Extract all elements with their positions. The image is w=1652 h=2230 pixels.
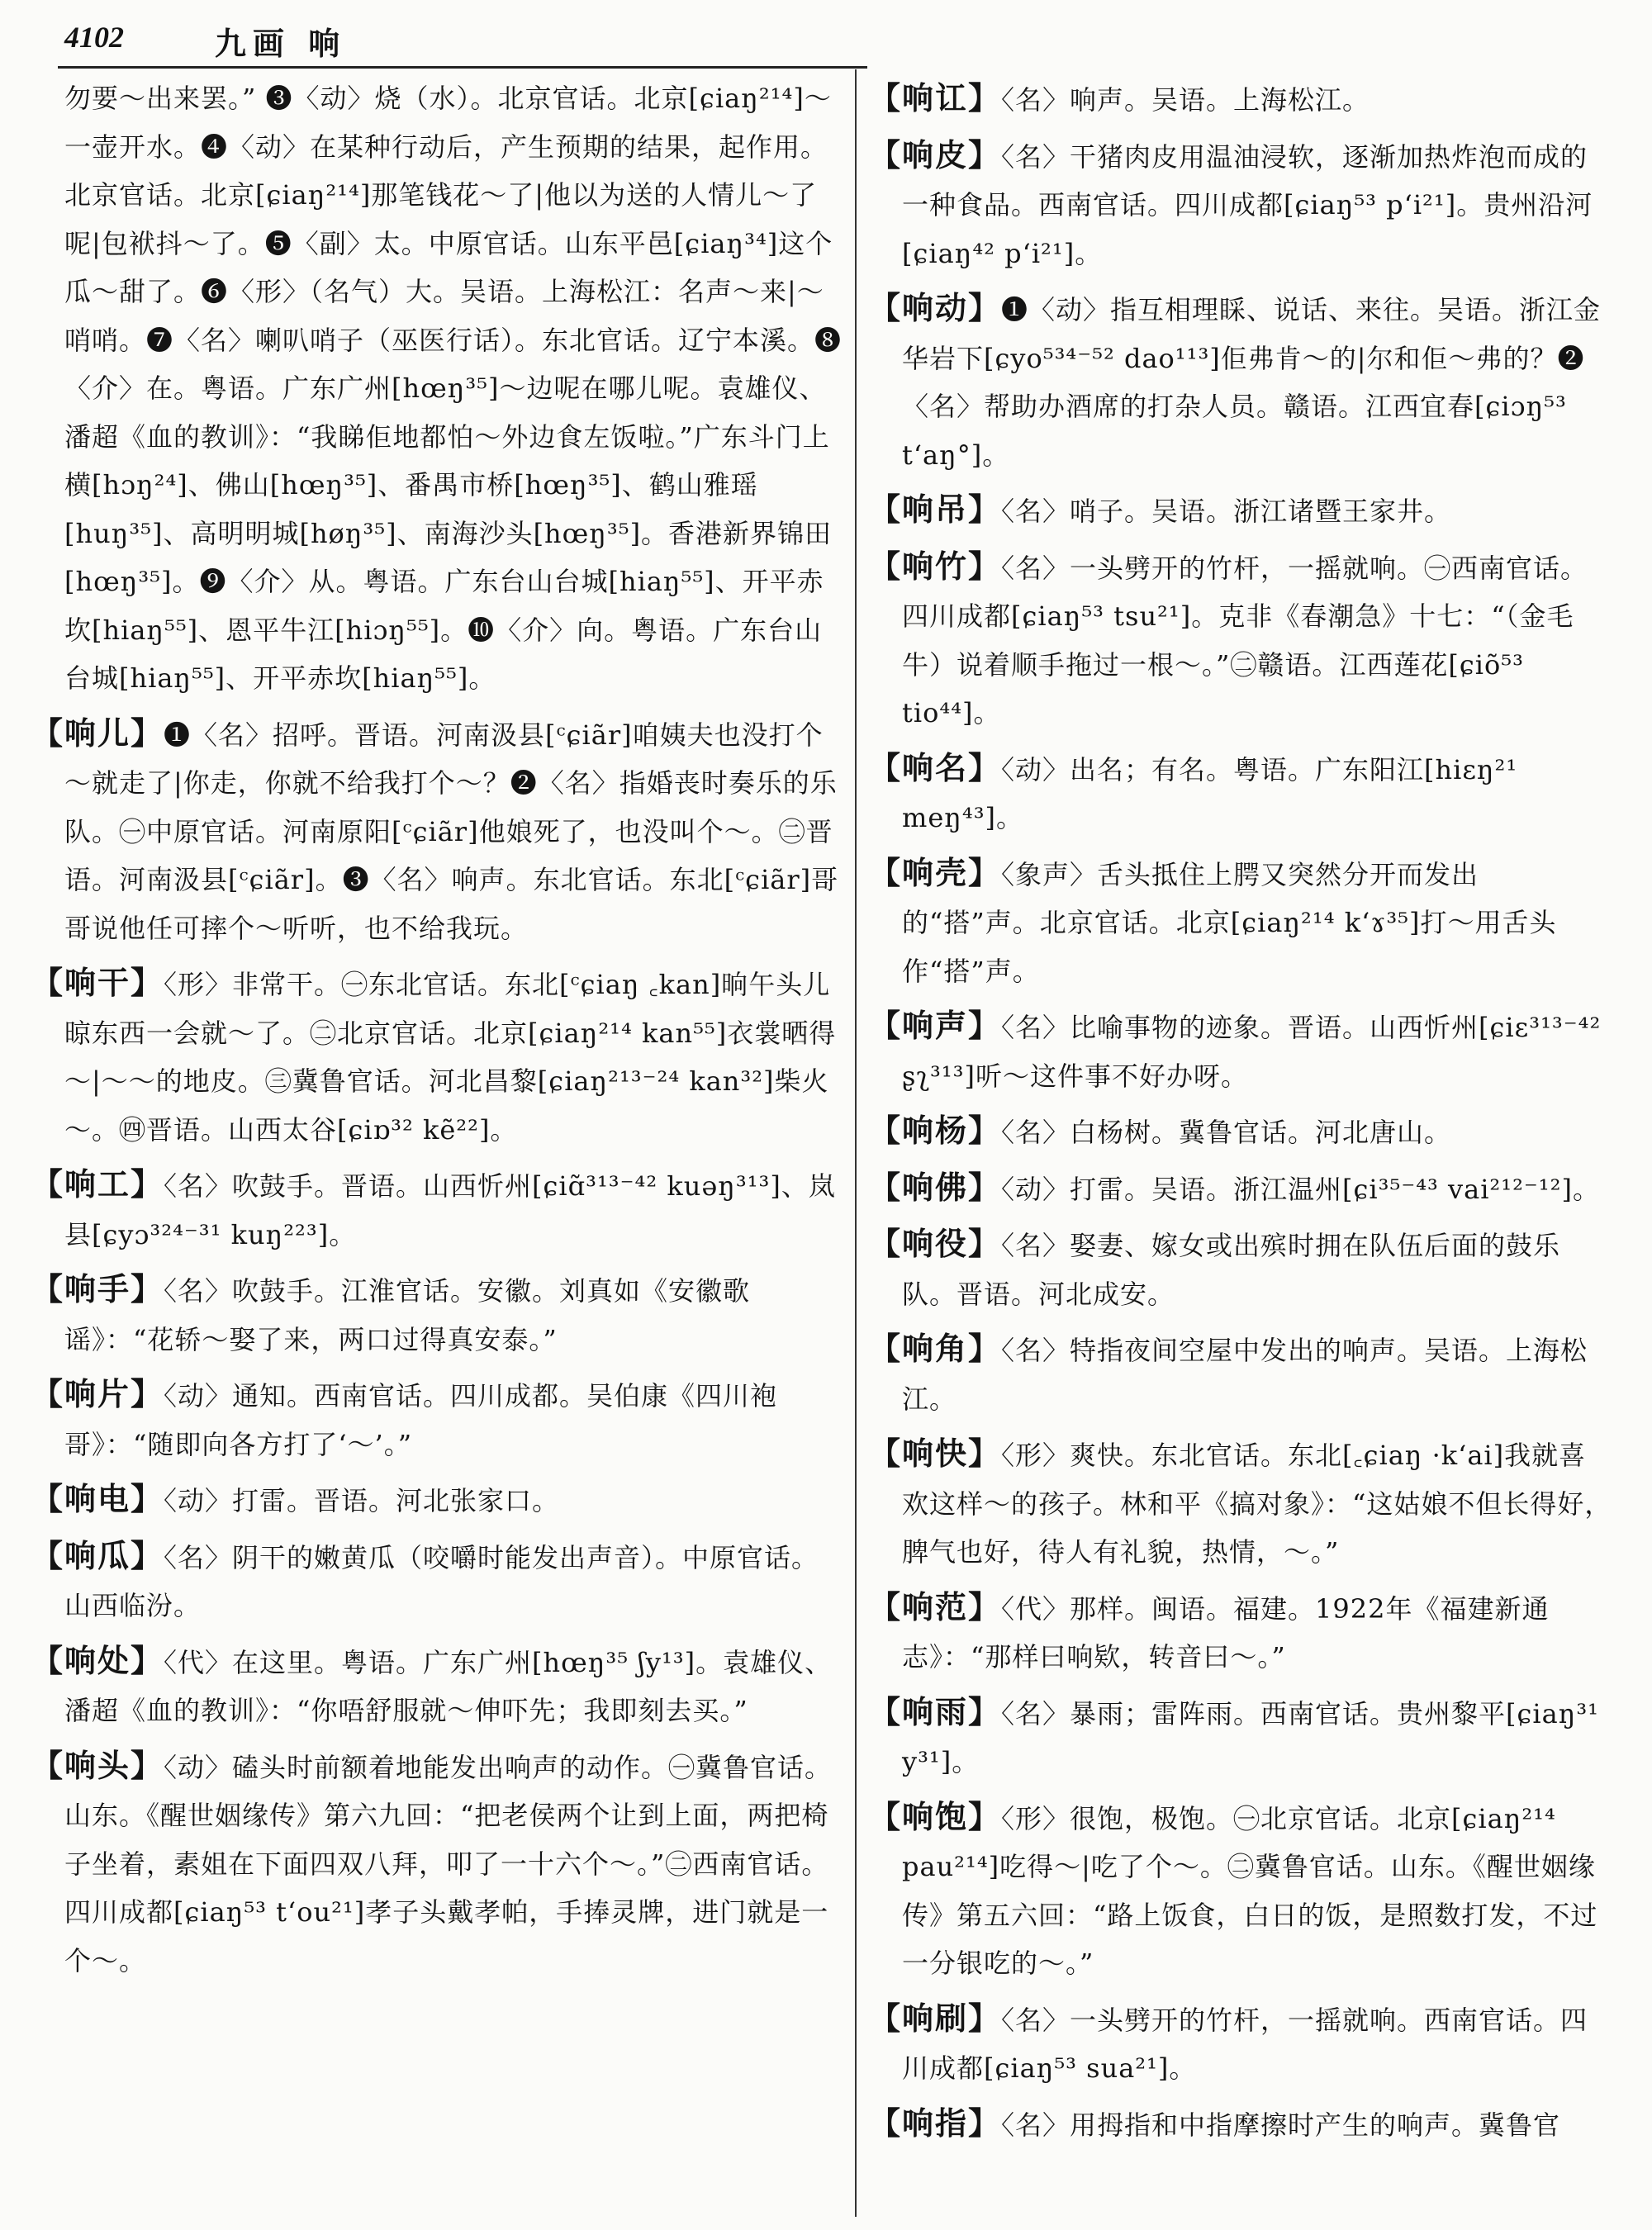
entry-definition: ❶〈动〉指互相理睬、说话、来往。吴语。浙江金华岩下[ɕyo⁵³⁴⁻⁵² dao¹¹³]佢弗肯～的|尔和佢～弗的？❷〈名〉帮助办酒席的打杂人员。赣语。江西宜春[ɕiɔŋ⁵³ tʻaŋ°]。 — [902, 294, 1602, 471]
entry-definition: 〈动〉打雷。吴语。浙江温州[ɕi³⁵⁻⁴³ vai²¹²⁻¹²]。 — [1001, 1173, 1600, 1205]
entry-headword: 【响动】 — [869, 289, 1002, 326]
left-entry-list — [31, 709, 843, 1986]
entry-headword: 【响快】 — [869, 1435, 1002, 1472]
dictionary-entry — [869, 849, 1612, 996]
header-rule — [58, 66, 867, 69]
dictionary-entry — [31, 959, 843, 1154]
entry-definition: 〈名〉白杨树。冀鲁官话。河北唐山。 — [1001, 1117, 1452, 1148]
page-number: 4102 — [64, 21, 124, 54]
entry-definition: 〈名〉一头劈开的竹杆，一摇就响。西南官话。四川成都[ɕiaŋ⁵³ sua²¹]。 — [902, 2004, 1588, 2084]
page-header — [58, 15, 1602, 61]
entry-definition: 〈名〉干猪肉皮用温油浸软，逐渐加热炸泡而成的一种食品。西南官话。四川成都[ɕiaŋ⁵³ pʻi²¹]。贵州沿河[ɕiaŋ⁴² pʻi²¹]。 — [902, 140, 1593, 269]
dictionary-entry — [869, 2100, 1612, 2150]
entry-definition: 〈代〉在这里。粤语。广东广州[hœŋ³⁵ ʃy¹³]。袁雄仪、潘超《血的教训》：“你唔舒服就～伸吓先；我即刻去买。” — [64, 1646, 833, 1726]
entry-headword: 【响讧】 — [869, 79, 1002, 116]
entry-definition: 〈形〉爽快。东北官话。东北[꜀ɕiaŋ ·kʻai]我就喜欢这样～的孩子。林和平《搞对象》：“这姑娘不但长得好，脾气也好，待人有礼貌，热情，～。” — [902, 1440, 1612, 1568]
dictionary-entry — [869, 486, 1612, 536]
dictionary-entry — [869, 1995, 1612, 2093]
entry-definition: 〈名〉用拇指和中指摩擦时产生的响声。冀鲁官 — [1001, 2109, 1561, 2141]
dictionary-entry — [31, 1265, 843, 1364]
entry-definition: 〈名〉特指夜间空屋中发出的响声。吴语。上海松江。 — [902, 1335, 1588, 1415]
dictionary-entry — [31, 1475, 843, 1525]
entry-headword: 【响片】 — [31, 1375, 164, 1412]
entry-headword: 【响角】 — [869, 1330, 1002, 1367]
entry-definition: 〈名〉比喻事物的迹象。晋语。山西忻州[ɕiɛ³¹³⁻⁴² ʂʅ³¹³]听～这件事不好办呀。 — [902, 1012, 1602, 1092]
entry-headword: 【响工】 — [31, 1165, 164, 1203]
entry-definition: 〈象声〉舌头抵住上腭又突然分开而发出的“搭”声。北京官话。北京[ɕiaŋ²¹⁴ kʻɤ³⁵]打～用舌头作“搭”声。 — [902, 858, 1557, 987]
dictionary-entry — [869, 1002, 1612, 1100]
entry-definition: 〈名〉一头劈开的竹杆，一摇就响。㊀西南官话。四川成都[ɕiaŋ⁵³ tsu²¹]。克非《春潮急》十七：“（金毛牛）说着顺手拖过一根～。”㊁赣语。江西莲花[ɕiõ⁵³ tio⁴⁴]。 — [902, 552, 1588, 728]
entry-headword: 【响役】 — [869, 1225, 1002, 1262]
entry-definition: 〈形〉非常干。㊀东北官话。东北[ᶜɕiaŋ ꜀kan]晌午头儿晾东西一会就～了。㊁北京官话。北京[ɕiaŋ²¹⁴ kan⁵⁵]衣裳晒得～|～～的地皮。㊂冀鲁官话。河北昌黎[ɕiaŋ²¹³⁻²⁴ kan³²]柴火～。㊃晋语。山西太谷[ɕiɒ³² kẽ²²]。 — [64, 969, 837, 1146]
entry-definition: 〈名〉阴干的嫩黄瓜（咬嚼时能发出声音）。中原官话。山西临汾。 — [64, 1541, 819, 1621]
entry-definition: 〈名〉哨子。吴语。浙江诸暨王家井。 — [1001, 496, 1452, 527]
entry-headword: 【响声】 — [869, 1007, 1002, 1044]
dictionary-entry — [869, 1164, 1612, 1214]
dictionary-entry — [869, 1793, 1612, 1988]
right-column — [869, 74, 1612, 2226]
entry-headword: 【响雨】 — [869, 1692, 1002, 1730]
entry-definition: 〈名〉暴雨；雷阵雨。西南官话。贵州黎平[ɕiaŋ³¹ y³¹]。 — [902, 1697, 1600, 1777]
column-divider — [855, 69, 857, 2217]
entry-headword: 【响杨】 — [869, 1112, 1002, 1149]
entry-headword: 【响儿】 — [31, 714, 164, 752]
dictionary-entry — [869, 1688, 1612, 1786]
dictionary-entry — [869, 1107, 1612, 1157]
dictionary-entry — [869, 74, 1612, 125]
dictionary-entry — [869, 1325, 1612, 1423]
entry-definition: 〈名〉吹鼓手。江淮官话。安徽。刘真如《安徽歌谣》：“花轿～娶了来，两口过得真安泰。” — [64, 1275, 751, 1355]
left-column — [31, 74, 843, 2226]
entry-headword: 【响皮】 — [869, 135, 1002, 173]
entry-headword: 【响处】 — [31, 1641, 164, 1679]
continuation-text: 勿要～出来罢。” ❸〈动〉烧（水）。北京官话。北京[ɕiaŋ²¹⁴]～一壶开水。❹〈动〉在某种行动后，产生预期的结果，起作用。北京官话。北京[ɕiaŋ²¹⁴]那笔钱花～了|他以为送的人情儿～了呢|包袱抖～了。❺〈副〉太。中原官话。山东平邑[ɕiaŋ³⁴]这个瓜～甜了。❻〈形〉（名气）大。吴语。上海松江：名声～来|～哨哨。❼〈名〉喇叭哨子（巫医行话）。东北官话。辽宁本溪。❽〈介〉在。粤语。广东广州[hœŋ³⁵]～边呢在哪儿呢。袁雄仪、潘超《血的教训》：“我睇佢地都怕～外边食左饭啦。”广东斗门上横[hɔŋ²⁴]、佛山[hœŋ³⁵]、番禺市桥[hœŋ³⁵]、鹤山雅瑶[huŋ³⁵]、高明明城[høŋ³⁵]、南海沙头[hœŋ³⁵]。香港新界锦田[hœŋ³⁵]。❾〈介〉从。粤语。广东台山台城[hiaŋ⁵⁵]、开平赤坎[hiaŋ⁵⁵]、恩平牛江[hiɔŋ⁵⁵]。❿〈介〉向。粤语。广东台山台城[hiaŋ⁵⁵]、开平赤坎[hiaŋ⁵⁵]。 — [64, 83, 843, 694]
entry-headword: 【响指】 — [869, 2104, 1002, 2142]
dictionary-entry — [31, 1742, 843, 1986]
entry-definition: 〈动〉打雷。晋语。河北张家口。 — [164, 1485, 560, 1516]
entry-definition: 〈形〉很饱，极饱。㊀北京官话。北京[ɕiaŋ²¹⁴ pau²¹⁴]吃得～|吃了个～。㊁冀鲁官话。山东。《醒世姻缘传》第五六回：“路上饭食，白日的饭，是照数打发，不过一分银吃的～。” — [902, 1802, 1598, 1979]
entry-definition: 〈动〉磕头时前额着地能发出响声的动作。㊀冀鲁官话。山东。《醒世姻缘传》第六九回：“把老侯两个让到上面，两把椅子坐着，素姐在下面四双八拜，叩了一十六个～。”㊁西南官话。四川成都[ɕiaŋ⁵³ tʻou²¹]孝子头戴孝帕，手捧灵牌，进门就是一个～。 — [64, 1751, 833, 1976]
dictionary-entry — [31, 1637, 843, 1735]
entry-headword: 【响饱】 — [869, 1797, 1002, 1835]
dictionary-entry — [31, 1370, 843, 1468]
entry-definition: 〈代〉那样。闽语。福建。1922年《福建新通志》：“那样曰响欵，转音曰～。” — [902, 1592, 1550, 1672]
entry-definition: 〈名〉娶妻、嫁女或出殡时拥在队伍后面的鼓乐队。晋语。河北成安。 — [902, 1230, 1561, 1310]
entry-headword: 【响佛】 — [869, 1168, 1002, 1206]
entry-headword: 【响干】 — [31, 964, 164, 1001]
entry-headword: 【响电】 — [31, 1480, 164, 1517]
entry-definition: 〈动〉出名；有名。粤语。广东阳江[hiɛŋ²¹ meŋ⁴³]。 — [902, 753, 1518, 833]
dictionary-entry — [31, 1532, 843, 1630]
dictionary-entry — [869, 1430, 1612, 1577]
dictionary-entry — [869, 744, 1612, 842]
dictionary-entry — [869, 543, 1612, 738]
dictionary-entry — [31, 709, 843, 953]
entry-definition: 〈名〉响声。吴语。上海松江。 — [1001, 84, 1370, 116]
dictionary-entry — [31, 1160, 843, 1259]
entry-headword: 【响头】 — [31, 1746, 164, 1784]
entry-headword: 【响吊】 — [869, 491, 1002, 528]
entry-headword: 【响手】 — [31, 1270, 164, 1307]
dictionary-entry — [869, 131, 1612, 278]
right-entry-list — [869, 74, 1612, 2149]
dictionary-entry — [869, 284, 1612, 479]
entry-definition: 〈动〉通知。西南官话。四川成都。吴伯康《四川袍哥》：“随即向各方打了‘～’。” — [64, 1380, 778, 1460]
entry-headword: 【响壳】 — [869, 853, 1002, 891]
dictionary-entry — [869, 1583, 1612, 1682]
entry-definition: 〈名〉吹鼓手。晋语。山西忻州[ɕiɑ̃³¹³⁻⁴² kuəŋ³¹³]、岚县[ɕyɔ³²⁴⁻³¹ kuŋ²²³]。 — [64, 1170, 836, 1250]
entry-headword: 【响范】 — [869, 1587, 1002, 1625]
page-title: 九画 响 — [215, 25, 347, 62]
entry-headword: 【响刷】 — [869, 1999, 1002, 2037]
entry-headword: 【响瓜】 — [31, 1536, 164, 1574]
entry-definition: ❶〈名〉招呼。晋语。河南汲县[ᶜɕiãr]咱姨夫也没打个～就走了|你走，你就不给我打个～？❷〈名〉指婚丧时奏乐的乐队。㊀中原官话。河南原阳[ᶜɕiãr]他娘死了，也没叫个～。㊁晋语。河南汲县[ᶜɕiãr]。❸〈名〉响声。东北官话。东北[ᶜɕiãr]哥哥说他任可摔个～听听，也不给我玩。 — [64, 719, 839, 944]
entry-headword: 【响名】 — [869, 748, 1002, 786]
entry-headword: 【响竹】 — [869, 547, 1002, 585]
dictionary-entry — [869, 1220, 1612, 1318]
